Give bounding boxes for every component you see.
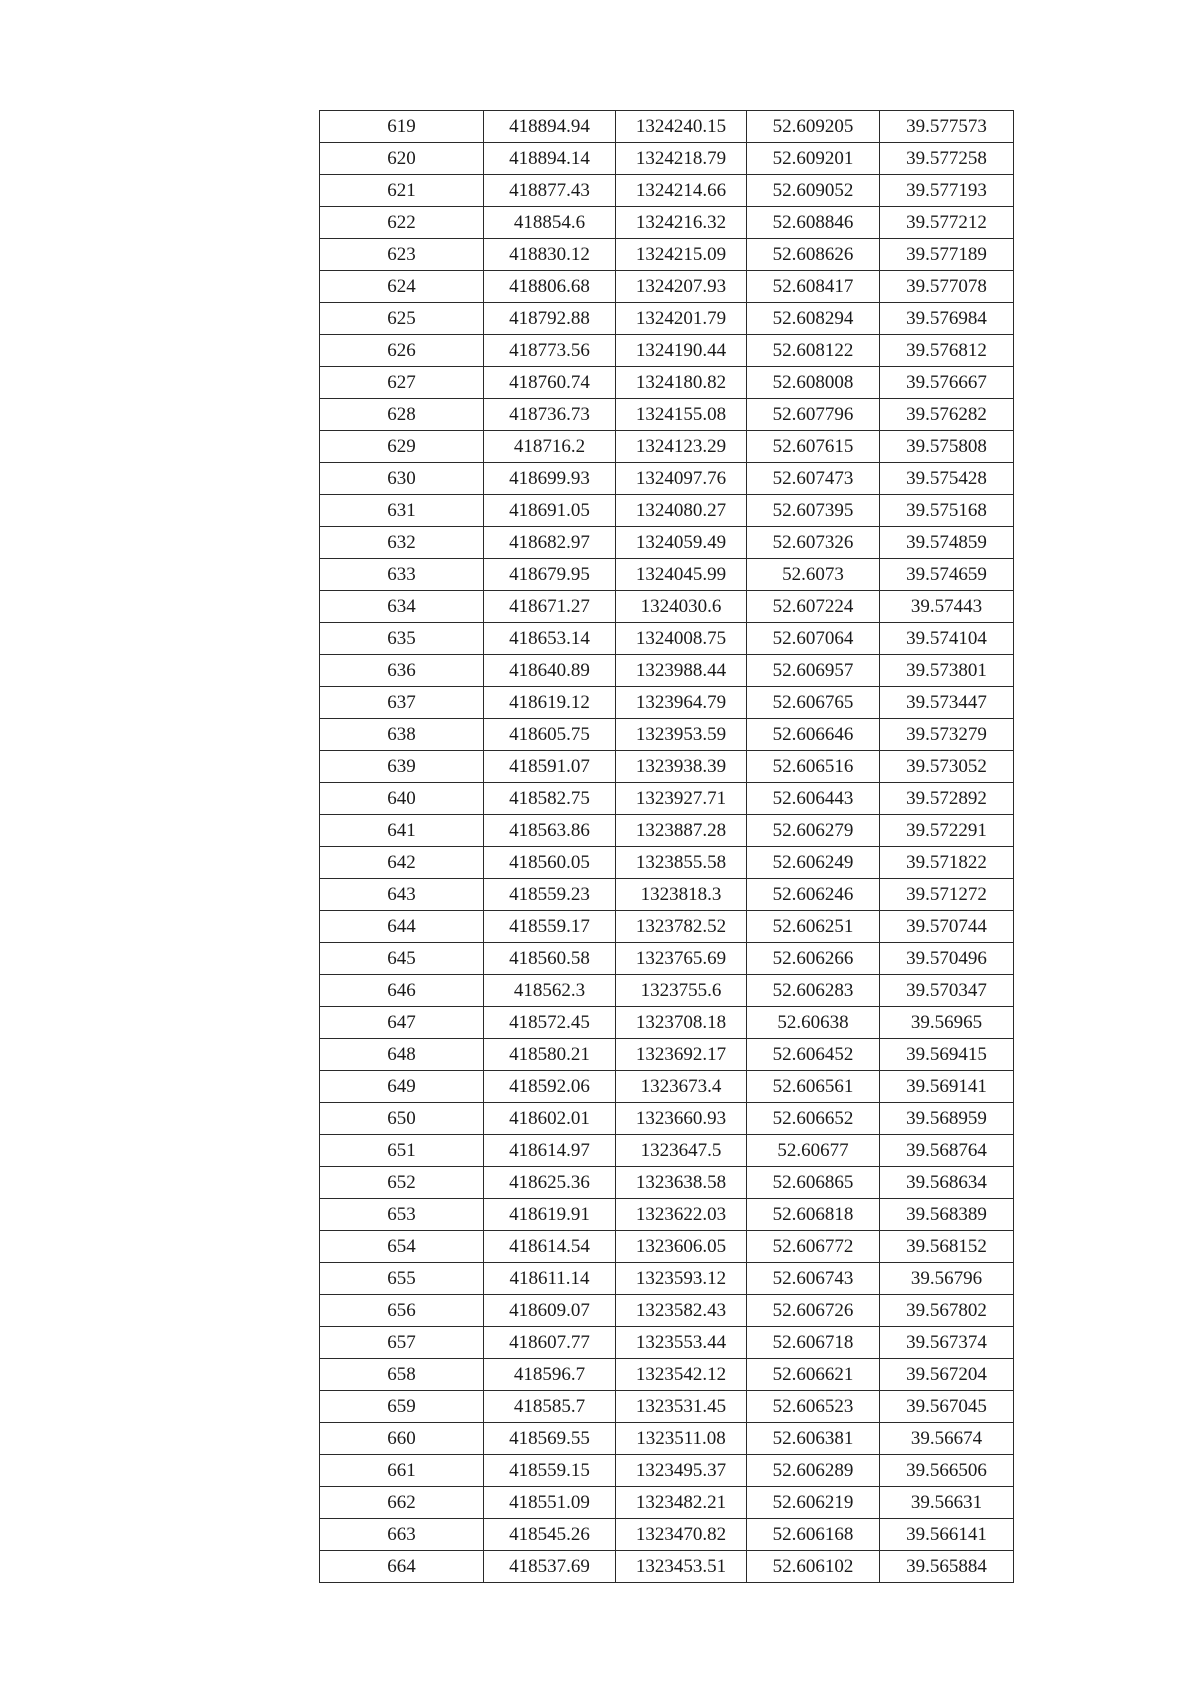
y-coordinate-cell: 1323542.12 (616, 1359, 747, 1391)
latitude-cell: 52.607615 (747, 431, 880, 463)
point-number-cell: 620 (320, 143, 484, 175)
table-row (320, 719, 1014, 751)
longitude-cell: 39.576282 (880, 399, 1014, 431)
x-coordinate-cell: 418585.7 (484, 1391, 616, 1423)
point-number-cell: 630 (320, 463, 484, 495)
table-row (320, 1199, 1014, 1231)
longitude-cell: 39.570496 (880, 943, 1014, 975)
point-number-cell: 619 (320, 111, 484, 143)
y-coordinate-cell: 1323855.58 (616, 847, 747, 879)
y-coordinate-cell: 1323660.93 (616, 1103, 747, 1135)
table-row (320, 1295, 1014, 1327)
x-coordinate-cell: 418619.12 (484, 687, 616, 719)
x-coordinate-cell: 418605.75 (484, 719, 616, 751)
y-coordinate-cell: 1324180.82 (616, 367, 747, 399)
latitude-cell: 52.606516 (747, 751, 880, 783)
latitude-cell: 52.606865 (747, 1167, 880, 1199)
x-coordinate-cell: 418877.43 (484, 175, 616, 207)
table-row (320, 1071, 1014, 1103)
y-coordinate-cell: 1324214.66 (616, 175, 747, 207)
latitude-cell: 52.606726 (747, 1295, 880, 1327)
table-row (320, 431, 1014, 463)
x-coordinate-cell: 418736.73 (484, 399, 616, 431)
x-coordinate-cell: 418569.55 (484, 1423, 616, 1455)
longitude-cell: 39.574104 (880, 623, 1014, 655)
y-coordinate-cell: 1324216.32 (616, 207, 747, 239)
y-coordinate-cell: 1323593.12 (616, 1263, 747, 1295)
table-row (320, 943, 1014, 975)
x-coordinate-cell: 418559.15 (484, 1455, 616, 1487)
coordinates-table-body (320, 111, 1014, 1583)
table-row (320, 111, 1014, 143)
y-coordinate-cell: 1323692.17 (616, 1039, 747, 1071)
x-coordinate-cell: 418792.88 (484, 303, 616, 335)
y-coordinate-cell: 1324240.15 (616, 111, 747, 143)
y-coordinate-cell: 1324059.49 (616, 527, 747, 559)
table-row (320, 1103, 1014, 1135)
longitude-cell: 39.574659 (880, 559, 1014, 591)
point-number-cell: 664 (320, 1551, 484, 1583)
point-number-cell: 625 (320, 303, 484, 335)
table-row (320, 527, 1014, 559)
longitude-cell: 39.575168 (880, 495, 1014, 527)
table-row (320, 303, 1014, 335)
x-coordinate-cell: 418830.12 (484, 239, 616, 271)
point-number-cell: 627 (320, 367, 484, 399)
point-number-cell: 647 (320, 1007, 484, 1039)
x-coordinate-cell: 418607.77 (484, 1327, 616, 1359)
latitude-cell: 52.606621 (747, 1359, 880, 1391)
x-coordinate-cell: 418537.69 (484, 1551, 616, 1583)
table-row (320, 367, 1014, 399)
longitude-cell: 39.576812 (880, 335, 1014, 367)
x-coordinate-cell: 418614.54 (484, 1231, 616, 1263)
x-coordinate-cell: 418760.74 (484, 367, 616, 399)
longitude-cell: 39.577212 (880, 207, 1014, 239)
table-row (320, 1231, 1014, 1263)
x-coordinate-cell: 418551.09 (484, 1487, 616, 1519)
longitude-cell: 39.570744 (880, 911, 1014, 943)
x-coordinate-cell: 418806.68 (484, 271, 616, 303)
latitude-cell: 52.608008 (747, 367, 880, 399)
x-coordinate-cell: 418653.14 (484, 623, 616, 655)
y-coordinate-cell: 1324201.79 (616, 303, 747, 335)
table-row (320, 1263, 1014, 1295)
table-row (320, 1519, 1014, 1551)
y-coordinate-cell: 1323964.79 (616, 687, 747, 719)
point-number-cell: 657 (320, 1327, 484, 1359)
table-row (320, 207, 1014, 239)
point-number-cell: 656 (320, 1295, 484, 1327)
y-coordinate-cell: 1323606.05 (616, 1231, 747, 1263)
latitude-cell: 52.606718 (747, 1327, 880, 1359)
latitude-cell: 52.607473 (747, 463, 880, 495)
point-number-cell: 621 (320, 175, 484, 207)
point-number-cell: 642 (320, 847, 484, 879)
latitude-cell: 52.606646 (747, 719, 880, 751)
y-coordinate-cell: 1324080.27 (616, 495, 747, 527)
y-coordinate-cell: 1323818.3 (616, 879, 747, 911)
y-coordinate-cell: 1324207.93 (616, 271, 747, 303)
longitude-cell: 39.566141 (880, 1519, 1014, 1551)
longitude-cell: 39.567802 (880, 1295, 1014, 1327)
latitude-cell: 52.606818 (747, 1199, 880, 1231)
table-row (320, 495, 1014, 527)
longitude-cell: 39.576984 (880, 303, 1014, 335)
point-number-cell: 622 (320, 207, 484, 239)
table-row (320, 847, 1014, 879)
latitude-cell: 52.606246 (747, 879, 880, 911)
y-coordinate-cell: 1324008.75 (616, 623, 747, 655)
table-row (320, 1455, 1014, 1487)
point-number-cell: 639 (320, 751, 484, 783)
longitude-cell: 39.568959 (880, 1103, 1014, 1135)
table-row (320, 687, 1014, 719)
table-row (320, 463, 1014, 495)
point-number-cell: 628 (320, 399, 484, 431)
latitude-cell: 52.6073 (747, 559, 880, 591)
x-coordinate-cell: 418699.93 (484, 463, 616, 495)
x-coordinate-cell: 418619.91 (484, 1199, 616, 1231)
longitude-cell: 39.577193 (880, 175, 1014, 207)
latitude-cell: 52.609052 (747, 175, 880, 207)
table-row (320, 1039, 1014, 1071)
latitude-cell: 52.606266 (747, 943, 880, 975)
latitude-cell: 52.606279 (747, 815, 880, 847)
x-coordinate-cell: 418716.2 (484, 431, 616, 463)
latitude-cell: 52.60638 (747, 1007, 880, 1039)
point-number-cell: 631 (320, 495, 484, 527)
longitude-cell: 39.56796 (880, 1263, 1014, 1295)
longitude-cell: 39.577258 (880, 143, 1014, 175)
latitude-cell: 52.606249 (747, 847, 880, 879)
latitude-cell: 52.608846 (747, 207, 880, 239)
point-number-cell: 645 (320, 943, 484, 975)
x-coordinate-cell: 418625.36 (484, 1167, 616, 1199)
latitude-cell: 52.606743 (747, 1263, 880, 1295)
x-coordinate-cell: 418614.97 (484, 1135, 616, 1167)
x-coordinate-cell: 418894.14 (484, 143, 616, 175)
table-row (320, 1359, 1014, 1391)
longitude-cell: 39.573279 (880, 719, 1014, 751)
longitude-cell: 39.56965 (880, 1007, 1014, 1039)
latitude-cell: 52.607224 (747, 591, 880, 623)
y-coordinate-cell: 1323638.58 (616, 1167, 747, 1199)
latitude-cell: 52.606765 (747, 687, 880, 719)
longitude-cell: 39.577078 (880, 271, 1014, 303)
latitude-cell: 52.606102 (747, 1551, 880, 1583)
point-number-cell: 648 (320, 1039, 484, 1071)
longitude-cell: 39.576667 (880, 367, 1014, 399)
y-coordinate-cell: 1323482.21 (616, 1487, 747, 1519)
table-row (320, 1391, 1014, 1423)
point-number-cell: 632 (320, 527, 484, 559)
point-number-cell: 623 (320, 239, 484, 271)
point-number-cell: 649 (320, 1071, 484, 1103)
x-coordinate-cell: 418592.06 (484, 1071, 616, 1103)
x-coordinate-cell: 418611.14 (484, 1263, 616, 1295)
longitude-cell: 39.567204 (880, 1359, 1014, 1391)
latitude-cell: 52.606168 (747, 1519, 880, 1551)
y-coordinate-cell: 1323755.6 (616, 975, 747, 1007)
x-coordinate-cell: 418773.56 (484, 335, 616, 367)
table-row (320, 751, 1014, 783)
y-coordinate-cell: 1324215.09 (616, 239, 747, 271)
table-row (320, 591, 1014, 623)
point-number-cell: 659 (320, 1391, 484, 1423)
x-coordinate-cell: 418560.05 (484, 847, 616, 879)
table-row (320, 143, 1014, 175)
y-coordinate-cell: 1323765.69 (616, 943, 747, 975)
point-number-cell: 635 (320, 623, 484, 655)
x-coordinate-cell: 418562.3 (484, 975, 616, 1007)
latitude-cell: 52.608294 (747, 303, 880, 335)
table-row (320, 399, 1014, 431)
longitude-cell: 39.567045 (880, 1391, 1014, 1423)
x-coordinate-cell: 418559.23 (484, 879, 616, 911)
longitude-cell: 39.570347 (880, 975, 1014, 1007)
latitude-cell: 52.607395 (747, 495, 880, 527)
point-number-cell: 646 (320, 975, 484, 1007)
longitude-cell: 39.577573 (880, 111, 1014, 143)
point-number-cell: 660 (320, 1423, 484, 1455)
table-row (320, 1167, 1014, 1199)
point-number-cell: 643 (320, 879, 484, 911)
latitude-cell: 52.608122 (747, 335, 880, 367)
x-coordinate-cell: 418609.07 (484, 1295, 616, 1327)
point-number-cell: 655 (320, 1263, 484, 1295)
y-coordinate-cell: 1323582.43 (616, 1295, 747, 1327)
longitude-cell: 39.573052 (880, 751, 1014, 783)
y-coordinate-cell: 1323511.08 (616, 1423, 747, 1455)
latitude-cell: 52.608417 (747, 271, 880, 303)
longitude-cell: 39.566506 (880, 1455, 1014, 1487)
point-number-cell: 629 (320, 431, 484, 463)
longitude-cell: 39.575808 (880, 431, 1014, 463)
latitude-cell: 52.608626 (747, 239, 880, 271)
table-row (320, 335, 1014, 367)
y-coordinate-cell: 1323782.52 (616, 911, 747, 943)
latitude-cell: 52.606289 (747, 1455, 880, 1487)
latitude-cell: 52.606561 (747, 1071, 880, 1103)
point-number-cell: 650 (320, 1103, 484, 1135)
y-coordinate-cell: 1323553.44 (616, 1327, 747, 1359)
point-number-cell: 661 (320, 1455, 484, 1487)
point-number-cell: 633 (320, 559, 484, 591)
y-coordinate-cell: 1323470.82 (616, 1519, 747, 1551)
table-row (320, 655, 1014, 687)
latitude-cell: 52.609201 (747, 143, 880, 175)
x-coordinate-cell: 418572.45 (484, 1007, 616, 1039)
x-coordinate-cell: 418560.58 (484, 943, 616, 975)
table-row (320, 559, 1014, 591)
point-number-cell: 658 (320, 1359, 484, 1391)
longitude-cell: 39.567374 (880, 1327, 1014, 1359)
longitude-cell: 39.568634 (880, 1167, 1014, 1199)
longitude-cell: 39.569415 (880, 1039, 1014, 1071)
table-row (320, 1007, 1014, 1039)
x-coordinate-cell: 418602.01 (484, 1103, 616, 1135)
point-number-cell: 644 (320, 911, 484, 943)
y-coordinate-cell: 1323673.4 (616, 1071, 747, 1103)
x-coordinate-cell: 418582.75 (484, 783, 616, 815)
y-coordinate-cell: 1324030.6 (616, 591, 747, 623)
longitude-cell: 39.577189 (880, 239, 1014, 271)
longitude-cell: 39.569141 (880, 1071, 1014, 1103)
point-number-cell: 626 (320, 335, 484, 367)
point-number-cell: 652 (320, 1167, 484, 1199)
longitude-cell: 39.572291 (880, 815, 1014, 847)
latitude-cell: 52.607796 (747, 399, 880, 431)
table-row (320, 1423, 1014, 1455)
point-number-cell: 638 (320, 719, 484, 751)
y-coordinate-cell: 1324155.08 (616, 399, 747, 431)
point-number-cell: 640 (320, 783, 484, 815)
table-row (320, 623, 1014, 655)
latitude-cell: 52.606523 (747, 1391, 880, 1423)
point-number-cell: 653 (320, 1199, 484, 1231)
point-number-cell: 641 (320, 815, 484, 847)
y-coordinate-cell: 1323988.44 (616, 655, 747, 687)
latitude-cell: 52.607326 (747, 527, 880, 559)
point-number-cell: 634 (320, 591, 484, 623)
point-number-cell: 651 (320, 1135, 484, 1167)
x-coordinate-cell: 418640.89 (484, 655, 616, 687)
table-row (320, 175, 1014, 207)
latitude-cell: 52.606381 (747, 1423, 880, 1455)
latitude-cell: 52.606772 (747, 1231, 880, 1263)
longitude-cell: 39.574859 (880, 527, 1014, 559)
longitude-cell: 39.568152 (880, 1231, 1014, 1263)
latitude-cell: 52.606443 (747, 783, 880, 815)
longitude-cell: 39.568764 (880, 1135, 1014, 1167)
y-coordinate-cell: 1323927.71 (616, 783, 747, 815)
latitude-cell: 52.609205 (747, 111, 880, 143)
table-row (320, 911, 1014, 943)
y-coordinate-cell: 1324123.29 (616, 431, 747, 463)
x-coordinate-cell: 418559.17 (484, 911, 616, 943)
point-number-cell: 662 (320, 1487, 484, 1519)
table-row (320, 1487, 1014, 1519)
y-coordinate-cell: 1324045.99 (616, 559, 747, 591)
y-coordinate-cell: 1323531.45 (616, 1391, 747, 1423)
latitude-cell: 52.606957 (747, 655, 880, 687)
x-coordinate-cell: 418682.97 (484, 527, 616, 559)
x-coordinate-cell: 418671.27 (484, 591, 616, 623)
y-coordinate-cell: 1323708.18 (616, 1007, 747, 1039)
x-coordinate-cell: 418545.26 (484, 1519, 616, 1551)
x-coordinate-cell: 418563.86 (484, 815, 616, 847)
y-coordinate-cell: 1323887.28 (616, 815, 747, 847)
x-coordinate-cell: 418854.6 (484, 207, 616, 239)
longitude-cell: 39.572892 (880, 783, 1014, 815)
x-coordinate-cell: 418580.21 (484, 1039, 616, 1071)
x-coordinate-cell: 418691.05 (484, 495, 616, 527)
table-row (320, 1551, 1014, 1583)
y-coordinate-cell: 1324097.76 (616, 463, 747, 495)
table-row (320, 1135, 1014, 1167)
table-row (320, 879, 1014, 911)
point-number-cell: 663 (320, 1519, 484, 1551)
x-coordinate-cell: 418596.7 (484, 1359, 616, 1391)
y-coordinate-cell: 1323495.37 (616, 1455, 747, 1487)
latitude-cell: 52.606283 (747, 975, 880, 1007)
latitude-cell: 52.607064 (747, 623, 880, 655)
y-coordinate-cell: 1323953.59 (616, 719, 747, 751)
latitude-cell: 52.606452 (747, 1039, 880, 1071)
x-coordinate-cell: 418679.95 (484, 559, 616, 591)
longitude-cell: 39.575428 (880, 463, 1014, 495)
point-number-cell: 624 (320, 271, 484, 303)
x-coordinate-cell: 418894.94 (484, 111, 616, 143)
table-row (320, 1327, 1014, 1359)
y-coordinate-cell: 1323622.03 (616, 1199, 747, 1231)
longitude-cell: 39.56674 (880, 1423, 1014, 1455)
y-coordinate-cell: 1324190.44 (616, 335, 747, 367)
point-number-cell: 636 (320, 655, 484, 687)
longitude-cell: 39.57443 (880, 591, 1014, 623)
table-row (320, 815, 1014, 847)
longitude-cell: 39.571822 (880, 847, 1014, 879)
y-coordinate-cell: 1323938.39 (616, 751, 747, 783)
longitude-cell: 39.573447 (880, 687, 1014, 719)
latitude-cell: 52.60677 (747, 1135, 880, 1167)
longitude-cell: 39.568389 (880, 1199, 1014, 1231)
longitude-cell: 39.565884 (880, 1551, 1014, 1583)
table-row (320, 239, 1014, 271)
longitude-cell: 39.573801 (880, 655, 1014, 687)
table-row (320, 975, 1014, 1007)
y-coordinate-cell: 1323647.5 (616, 1135, 747, 1167)
table-row (320, 783, 1014, 815)
longitude-cell: 39.56631 (880, 1487, 1014, 1519)
coordinates-table (319, 110, 1014, 1583)
latitude-cell: 52.606219 (747, 1487, 880, 1519)
latitude-cell: 52.606652 (747, 1103, 880, 1135)
latitude-cell: 52.606251 (747, 911, 880, 943)
x-coordinate-cell: 418591.07 (484, 751, 616, 783)
longitude-cell: 39.571272 (880, 879, 1014, 911)
point-number-cell: 637 (320, 687, 484, 719)
point-number-cell: 654 (320, 1231, 484, 1263)
y-coordinate-cell: 1323453.51 (616, 1551, 747, 1583)
y-coordinate-cell: 1324218.79 (616, 143, 747, 175)
table-row (320, 271, 1014, 303)
